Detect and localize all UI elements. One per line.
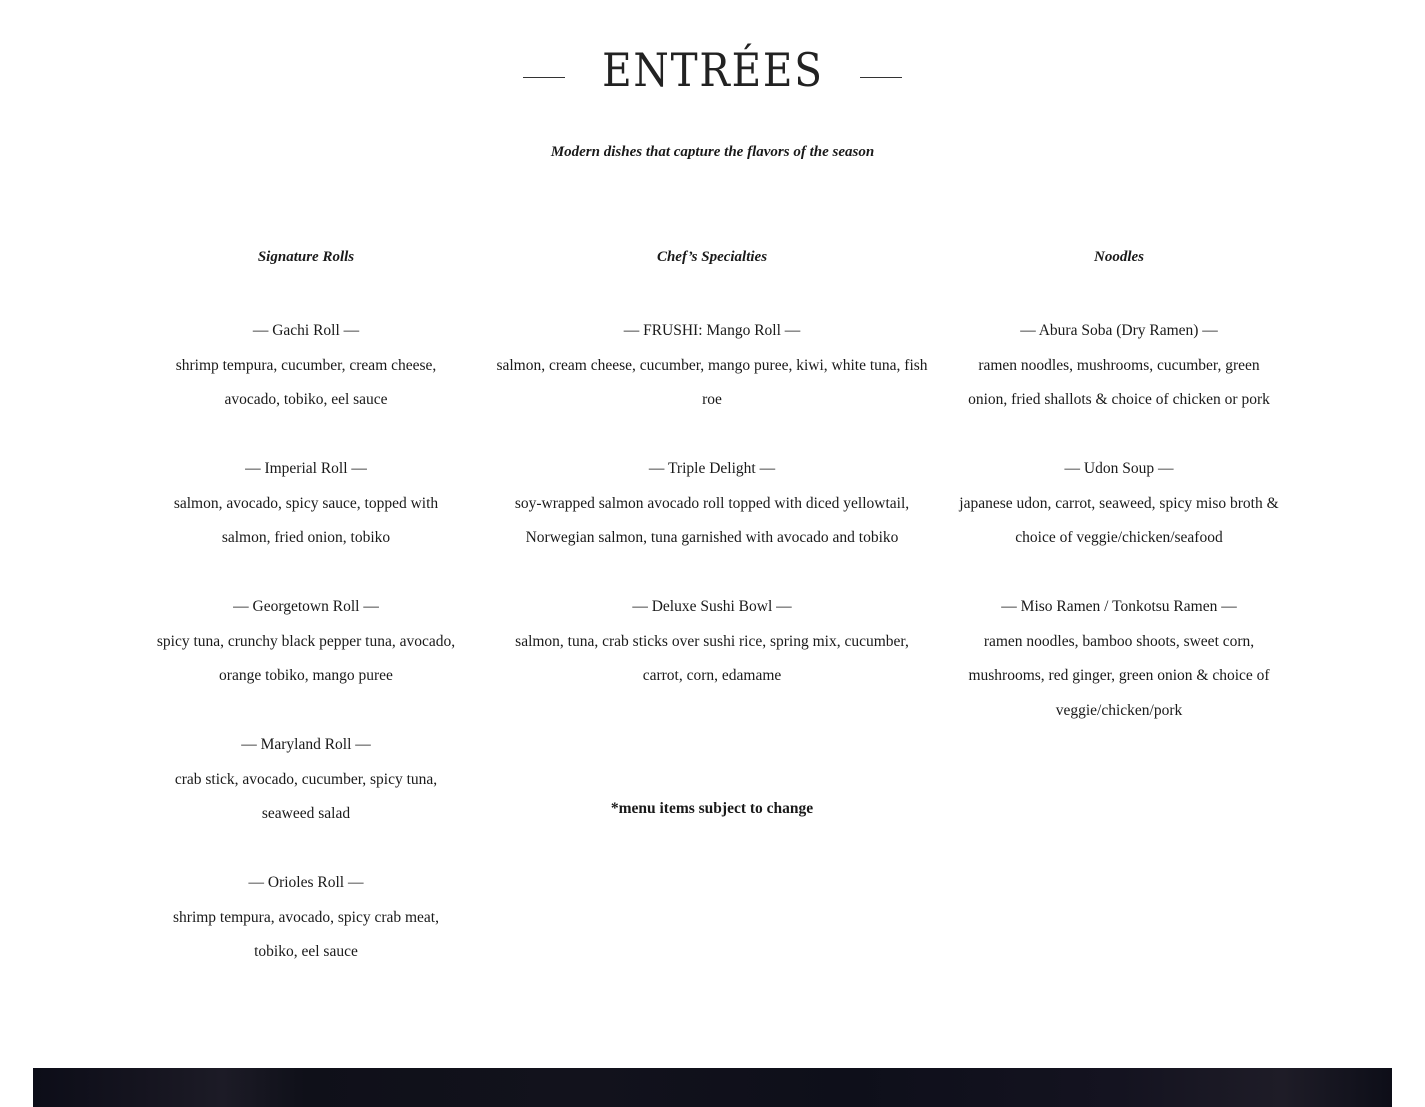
menu-item-description: salmon, avocado, spicy sauce, topped with salmon, fried onion, tobiko: [173, 494, 439, 546]
menu-column-signature-rolls: [150, 246, 462, 1004]
menu-item: [958, 590, 1280, 728]
column-heading: Signature Rolls: [257, 249, 355, 265]
menu-column-chefs-specialties: [495, 246, 929, 728]
menu-item-description: shrimp tempura, cucumber, cream cheese, avocado, tobiko, eel sauce: [175, 356, 437, 408]
menu-item-name: — Triple Delight —: [648, 460, 776, 477]
menu-item-name: — Maryland Roll —: [241, 736, 371, 753]
menu-item: [150, 866, 462, 970]
page-title: ENTRÉES: [601, 43, 824, 97]
menu-item-description: ramen noodles, bamboo shoots, sweet corn, mushrooms, red ginger, green onion & choice of veggie/chicken/pork: [968, 632, 1270, 719]
title-rule-right: [860, 77, 902, 78]
page-subtitle: Modern dishes that capture the flavors of the season: [550, 144, 875, 160]
menu-item-description: salmon, cream cheese, cucumber, mango puree, kiwi, white tuna, fish roe: [496, 356, 928, 408]
column-heading: Chef’s Specialties: [656, 249, 768, 265]
menu-item: [495, 452, 929, 556]
menu-item-description: shrimp tempura, avocado, spicy crab meat, tobiko, eel sauce: [173, 908, 439, 960]
menu-item: [150, 314, 462, 418]
menu-item-description: soy-wrapped salmon avocado roll topped with diced yellowtail, Norwegian salmon, tuna garnished with avocado and tobiko: [514, 494, 910, 546]
menu-item-name: — Deluxe Sushi Bowl —: [632, 598, 792, 615]
menu-item: [150, 728, 462, 832]
menu-item: [150, 452, 462, 556]
menu-item-description: salmon, tuna, crab sticks over sushi rice, spring mix, cucumber, carrot, corn, edamame: [515, 632, 909, 684]
menu-item: [150, 590, 462, 694]
menu-item-name: — Georgetown Roll —: [233, 598, 379, 615]
menu-disclaimer: *menu items subject to change: [610, 800, 814, 817]
menu-item: [958, 452, 1280, 556]
title-row: [0, 40, 1425, 100]
menu-item: [958, 314, 1280, 418]
menu-item-name: — Orioles Roll —: [248, 874, 364, 891]
menu-item-name: — Imperial Roll —: [245, 460, 367, 477]
menu-item-name: — Gachi Roll —: [252, 322, 360, 339]
menu-item-name: — FRUSHI: Mango Roll —: [623, 322, 801, 339]
menu-item-description: ramen noodles, mushrooms, cucumber, green onion, fried shallots & choice of chicken or pork: [968, 356, 1270, 408]
menu-item-description: japanese udon, carrot, seaweed, spicy miso broth & choice of veggie/chicken/seafood: [959, 494, 1279, 546]
menu-item: [495, 314, 929, 418]
title-rule-left: [523, 77, 565, 78]
column-heading: Noodles: [1094, 249, 1144, 265]
menu-item: [495, 590, 929, 694]
menu-column-noodles: [958, 246, 1280, 763]
menu-item-description: spicy tuna, crunchy black pepper tuna, avocado, orange tobiko, mango puree: [156, 632, 456, 684]
menu-item-name: — Udon Soup —: [1064, 460, 1174, 477]
menu-item-name: — Miso Ramen / Tonkotsu Ramen —: [1001, 598, 1237, 615]
menu-item-description: crab stick, avocado, cucumber, spicy tuna, seaweed salad: [174, 770, 438, 822]
menu-item-name: — Abura Soba (Dry Ramen) —: [1020, 322, 1218, 339]
dark-photo-banner: [33, 1068, 1392, 1107]
